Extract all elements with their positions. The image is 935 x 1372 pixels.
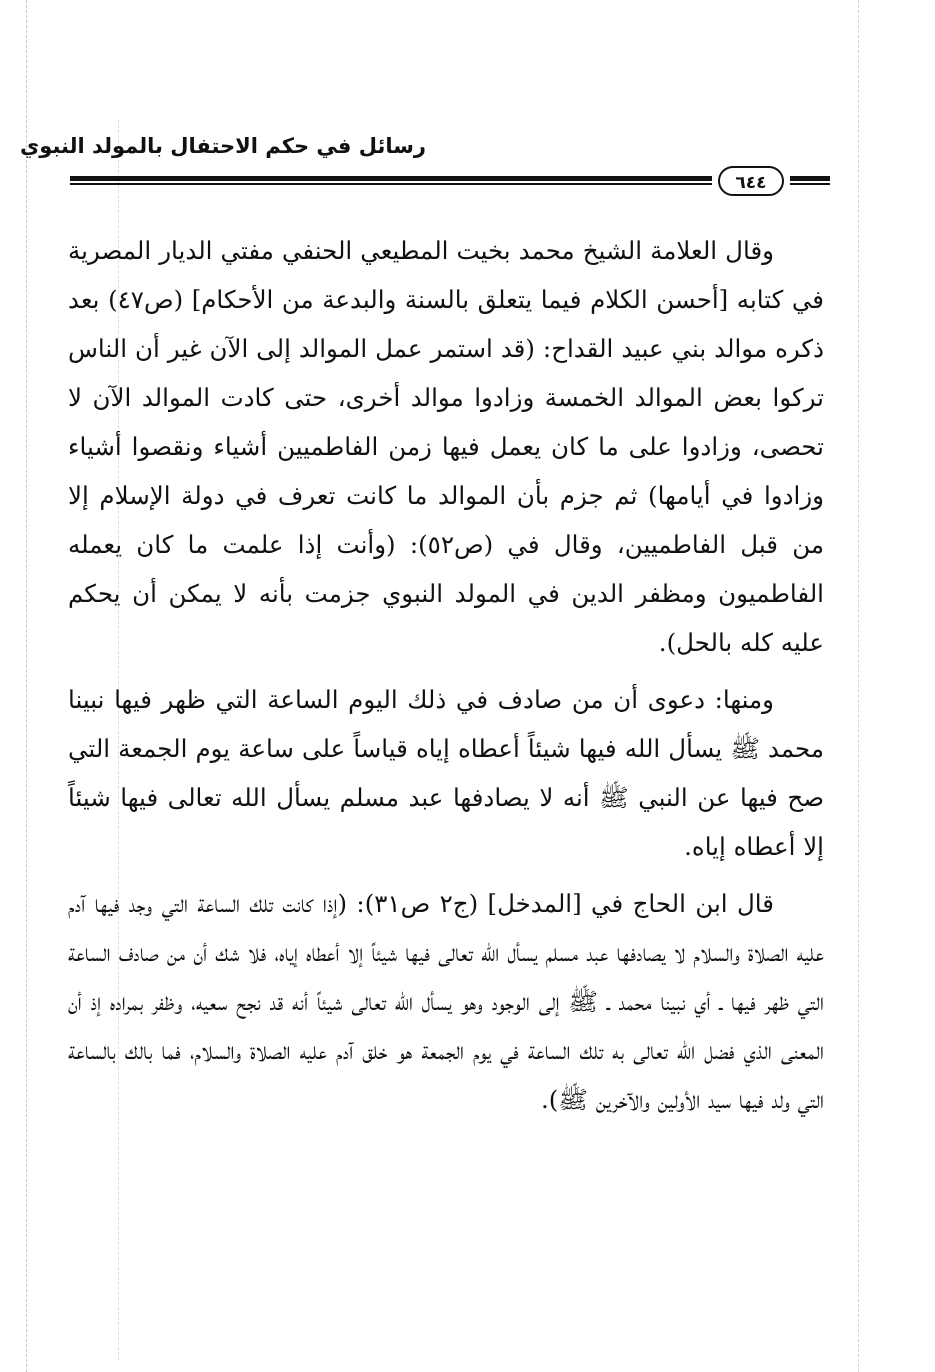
rule-line xyxy=(70,176,712,181)
scan-artifact-line xyxy=(858,0,859,1372)
running-title: رسائل في حكم الاحتفال بالمولد النبوي xyxy=(20,134,426,158)
rule-line xyxy=(70,183,712,185)
rule-line xyxy=(790,183,830,185)
scan-artifact-line xyxy=(26,0,27,1372)
body-text xyxy=(68,226,824,1124)
paragraph-3: قال ابن الحاج في [المدخل] (ج٢ ص٣١): (إذا كانت تلك الساعة التي وجد فيها آدم عليه الصلاة والسلام لا يصادفها عبد مسلم يسأل الله تعالى فيها شيئاً إلا أعطاه إياه، فلا شك أن من صادف الساعة التي ظهر فيها ـ أي نبينا محمد ـ ﷺ إلى الوجود وهو يسأل الله تعالى شيئاً أنه قد نجح سعيه، وظفر بمراده إذ أن المعنى الذي فضل الله تعالى به تلك الساعة في يوم الجمعة هو خلق آدم عليه الصلاة والسلام، فما بالك بالساعة التي ولد فيها سيد الأولين والآخرين ﷺ). xyxy=(68,889,824,1114)
header-rule xyxy=(70,170,830,200)
rule-line xyxy=(790,176,830,181)
paragraph-2: ومنها: دعوى أن من صادف في ذلك اليوم الساعة التي ظهر فيها نبينا محمد ﷺ يسأل الله فيها شيئاً أعطاه إياه قياساً على ساعة يوم الجمعة التي صح فيها عن النبي ﷺ أنه لا يصادفها عبد مسلم يسأل الله تعالى فيها شيئاً إلا أعطاه إياه. xyxy=(68,685,824,861)
page-header xyxy=(20,128,830,193)
page-number-badge: ٦٤٤ xyxy=(718,166,784,196)
paragraph-1: وقال العلامة الشيخ محمد بخيت المطيعي الحنفي مفتي الديار المصرية في كتابه [أحسن الكلام فيما يتعلق بالسنة والبدعة من الأحكام] (ص٤٧) بعد ذكره موالد بني عبيد القداح: (قد استمر عمل الموالد إلى الآن غير أن الناس تركوا بعض الموالد الخمسة وزادوا موالد أخرى، حتى كادت الموالد الآن لا تحصى، وزادوا على ما كان يعمل فيها زمن الفاطميين أشياء ونقصوا أشياء وزادوا في أيامها) ثم جزم بأن الموالد ما كانت تعرف في دولة الإسلام إلا من قبل الفاطميين، وقال في (ص٥٢): (وأنت إذا علمت ما كان يعمله الفاطميون ومظفر الدين في المولد النبوي جزمت بأنه لا يمكن أن يحكم عليه كله بالحل). xyxy=(68,236,824,657)
